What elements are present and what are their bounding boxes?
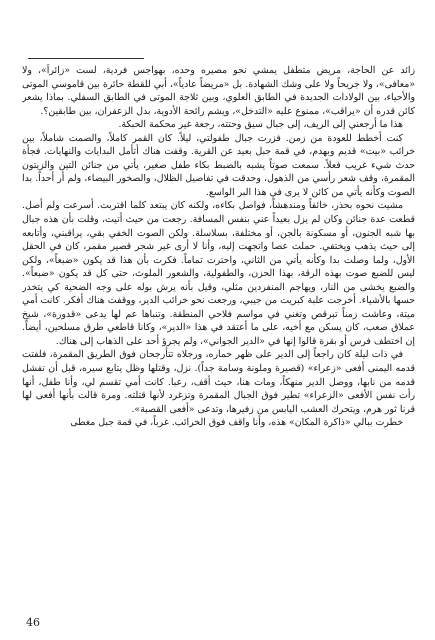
paragraph: هذا ما أرجعني إلى الريف، إلى جبال سيق وحتته، رجعة غير محكمة الحبكة.	[118, 119, 403, 131]
paragraph: في ذات ليلة كان راجعاً إلى الدير على ظهر حماره، ورجلاه تتأرجحان فوق الطريق المقمرة، فلفتت قدمه اليمنى أفعى «زعراء» (قصيرة وملونة وسامة جداً). نزل، وقتلها وظل يتابع سيره، قبل أن تفشل قدمه من نابها، ووصل الدير منهكاً، ومات هنا، حيث أقف، رعبا. كانت أمي تقسم لي، وأنا طفل، أنها رأت نفس الأفعى «الزعراء» تطير فوق الجبال المقمرة وتزغرد لأنها قتلته. ومرة قالت بأنها أفعى لها قرنا ثور هرم، ويتحرك العشب اليابس من زفيرها، وتدعى «أفعى القصبة».	[22, 349, 415, 415]
page-body-text	[22, 64, 415, 629]
paragraph: خطرت ببالي «ذاكرة المكان» هذه، وأنا واقف فوق الخرائب. غرباً، في قمة جبل مغطى	[70, 417, 403, 429]
page-number: 46	[26, 616, 40, 629]
paragraph: زائد عن الحاجة، مريض متطفل يمشي نحو مصيره وحده، بهواجس فردية، لست «زائراً»، ولا «معافى»، ولا جريحاً ولا على وشك الشهادة. بل «مريضاً عادياً»، أبي للقطة حائرة بين قاموسي الموتى والأحياء، بين الولادات الجديدة في الطابق العلوي، وبين ثلاجة الموتى في الطابق السفلي. بماذا يشعر كائن قدره أن «يراقب»، ممنوع عليه «التدخل»، ويشم رائحة الأدوية، بدل الزعفران، بين طابقين؟.	[22, 65, 415, 117]
top-divider	[28, 58, 144, 59]
paragraph: كنت أخطط للعودة من زمن. فزرت جبال طفولتي، ليلاً. كان القمر كاملاً، والصمت شاملاً، بين خرائب «بيت» قديم وبهدم، في قمة جبل بعيد عن القرية. وقفت هناك أتأمل البدايات والنهايات. فجأة حدث شيء غريب فعلاً. سمعت صوتاً يشبه بالضبط بكاء طفل صغير، يأتي من جنائن التين والزيتون المقمرة، وقف شعر رأسي من الذهول، وحدقت في تفاصيل الظلال، والصخور البيضاء، ولم أر أحداً. بدا الصوت وكأنه يأتي من كائن لا يرى في هذا البر الواسع.	[22, 132, 415, 198]
paragraph: مشيت نحوه بحذر، خائفاً ومندهشاً، فواصل بكاءه، ولكنه كان يبتعد كلما اقتربت. أسرعت ولم أصل. قطعت عدة جنائن وكان لم يزل بعيداً عني بنفس المسافة. رجعت من حيث أتيت، وقلت بأن هذه جبال بها شبه الجنون، أو مسكونة بالجن، أو مختلفة، بسلاسلة. ولكن الصوت الخفي بقي، يراقبني، وأتابعه إلى حيث يذهب ويختفي. حملت عصا واتجهت إليه، وأنا لا أرى غير شجر قصير مقمر، كان في الحقل الأول، ولما وصلت بدا وكأنه يأتي من الثاني، واحترت تماماً. فكرت بأن هذا قد يكون «ضبعاً»، ولكن ليس للضبع صوت بهذه الرقة، بهذا الحزن، والطفولية، والشعور الملوث، حتى كل قد يكون «ضبعاً». والضبع يخشى من النار، ويهاجم المنفردين مثلي، وقيل بأنه يرش بوله على وجه الضحية كي يتخدر حسها بالأشياء. أخرجت علبة كبريت من جيبي، ورجعت نحو خرائب الدير، ووقفت هناك أفكر. كانت أمي ميتة، وعاشت زمناً تبرقص وتغني في مواسم فلاحي المنطقة. وتنباها عم لها يدعى «قدورة»، شيخ عملاق صعب، كان يسكن مع أخيه، على ما أعتقد في هذا «الدير»، وكانا قاطعي طرق مسلحين، أيضاً. إن اختطف فرس أو بقرة قالوا إنها في «الدير الجواني»، ولم يجرؤ أحد على الذهاب إلى هناك.	[22, 200, 415, 347]
